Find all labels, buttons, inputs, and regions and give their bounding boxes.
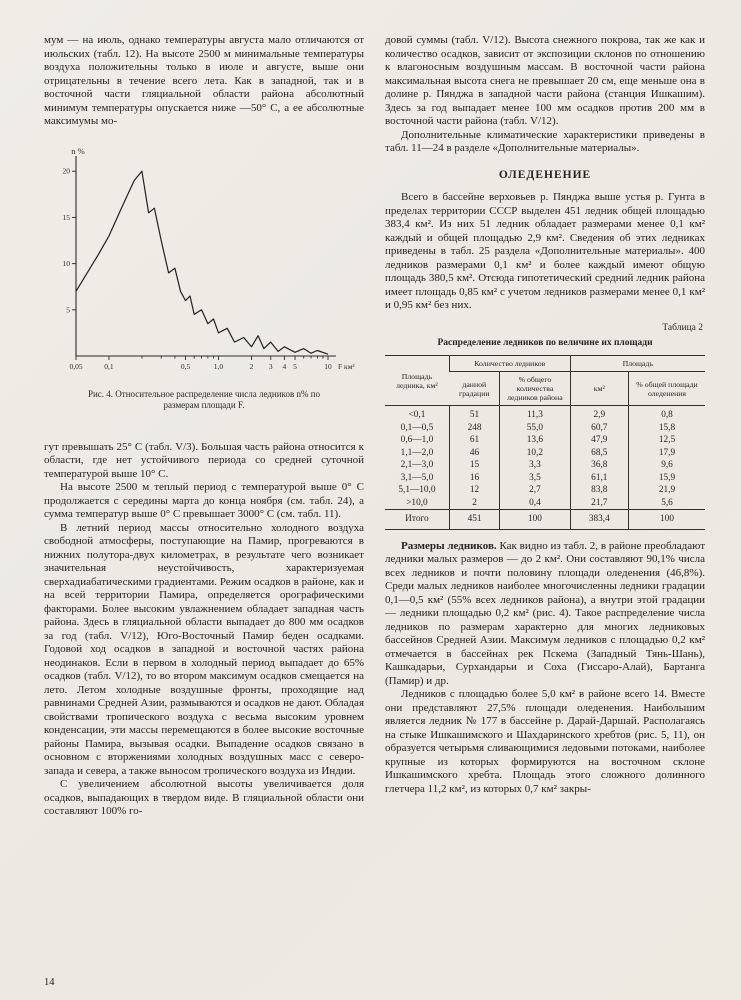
tick-label: 15 [62, 212, 70, 222]
table-cell: 1,1—2,0 [400, 447, 434, 458]
table-cell: 68,5 [570, 447, 628, 460]
table-cell: 100 [629, 510, 706, 530]
table-cell: 5,6 [629, 497, 706, 510]
glacier-table [385, 355, 705, 530]
table-cell: 383,4 [570, 510, 628, 530]
paragraph-warm-period-intro: гут превышать 25° С (табл. V/3). Большая часть района относится к области, где нет устойчивого периода со средней суточной температурой выше 10° С. [44, 440, 364, 480]
table-row [385, 459, 705, 472]
table-label: Таблица 2 [662, 322, 703, 333]
paragraph-temperature-continuation: мум — на июль, однако температуры августа мало отличаются от июльских (табл. 12). На высоте 2500 м минимальные температуры воздуха положительны только в июле и августе, выше они отрицательны в течение всего лета. Как в западной, так и в восточной части гляциальной области района абсолютный минимум температуры опускается ниже —50° С, а ее абсолютные максимумы мо- [44, 34, 364, 127]
tick-label: 10 [62, 258, 70, 268]
tick-label: 3 [268, 361, 273, 371]
glacier-table-body [385, 406, 705, 530]
paragraph-precipitation-regime: В летний период массы относительно холодного воздуха свободной атмосферы, поступающие на Памир, прогреваются в нижних полутора-двух километрах, в результате чего возникает значительная неустойчивость, характеризуемая сверхадиабатическими градиентами. Режим осадков в районе, как и на всей территории Памира, определяется орографическими факторами. Более высоким увлажнением обладает западная часть района. Здесь в гляциальной области выпадает до 800 мм осадков за год (табл. V/12), Юго-Восточный Памир беден осадками. Годовой ход осадков в западной и восточной частях района неодинаков. Если в первом в холодный период выпадает до 65% осадков (табл. V/12), то во втором максимум осадков смещается на лето. Летом холодные воздушные фронты, проходящие над равнинами Средней Азии, размываются и осадков не дают. Обладая свойствами тропического воздуха с весьма высоким уровнем конденсации, эти массы перемещаются в более высокие восточные районы Памира, вызывая осадки. Выпадение осадков связано в основном с вторжениями холодных воздушных масс с северо-запада и севера, а также выносом тропического воздуха из Индии. [44, 521, 364, 777]
table-cell: 21,7 [570, 497, 628, 510]
tick-label: 1,0 [213, 361, 224, 371]
section-heading-glaciation: ОЛЕДЕНЕНИЕ [498, 168, 592, 181]
table-cell: 248 [449, 422, 499, 435]
table-cell: 13,6 [500, 434, 570, 447]
table-cell: 2,1—3,0 [400, 460, 434, 470]
table-cell: 51 [449, 406, 499, 422]
tick-label: 5 [293, 361, 297, 371]
table-row [385, 472, 705, 485]
column-header-area-km2: км² [570, 372, 628, 406]
paragraph-glacier-sizes [385, 540, 705, 689]
table-cell: 3,5 [500, 472, 570, 485]
right-column [385, 34, 705, 819]
tick-label: 0,1 [104, 361, 114, 371]
glacier-table-header [385, 356, 705, 406]
table-row [385, 497, 705, 510]
paragraph-glacier-inventory: Всего в бассейне верховьев р. Пянджа выше устья р. Гунта в пределах территории СССР выделен 451 ледник общей площадью 383,4 км². Из них 51 ледник обладает размерами менее 0,1 км² каждый и общей площадью 2,9 км². Сведения об этих ледниках приведены в табл. 25 раздела «Дополнительные материалы». 400 ледников размерами 0,1 км² и более каждый имеют общую площадь 380,5 км². Отсюда гипотетический средний ледник района имеет площадь 0,85 км² с учетом ледников размерами менее 0,1 км² и 0,95 км² без них. [385, 191, 705, 311]
figure-4 [44, 144, 364, 411]
table-row [385, 447, 705, 460]
column-header-area-class: Площадь ледника, км² [385, 356, 449, 406]
paragraph-lead-bold: Размеры ледников. [401, 539, 497, 552]
table-cell: 12 [449, 484, 499, 497]
table-cell: 15,8 [629, 422, 706, 435]
table-cell: 3,1—5,0 [400, 472, 434, 483]
table-cell: 0,4 [500, 497, 570, 510]
tick-label: 0,5 [180, 361, 191, 371]
table-cell: 5,1—10,0 [398, 485, 436, 495]
table-cell: <0,1 [408, 410, 426, 420]
table-cell: 46 [449, 447, 499, 460]
paragraph-solid-precipitation: С увеличением абсолютной высоты увеличивается доля осадков, выпадающих в твердом виде. В гляциальной области они составляют 100% го- [44, 778, 364, 817]
table-cell: 3,3 [500, 459, 570, 472]
table-cell: 61,1 [570, 472, 628, 485]
table-cell: 0,6—1,0 [400, 435, 434, 445]
table-cell: 2,9 [570, 406, 628, 422]
table-cell: 451 [449, 510, 499, 530]
paragraph-additional-climate: Дополнительные климатические характеристики приведены в табл. 11—24 в разделе «Дополнительные материалы». [385, 128, 705, 154]
table-cell: 17,9 [629, 447, 706, 460]
table-cell: Итого [385, 510, 449, 530]
table-cell: 61 [449, 434, 499, 447]
column-header-area-percent: % общей площади оледенения [629, 372, 706, 406]
table-row [385, 434, 705, 447]
table-cell: 15,9 [629, 472, 706, 485]
table-cell: 9,6 [629, 459, 706, 472]
x-axis-label: F км² [338, 361, 355, 371]
table-cell: 36,8 [570, 459, 628, 472]
tick-label: 5 [66, 304, 70, 314]
table-cell: 11,3 [500, 406, 570, 422]
table-cell: 12,5 [629, 434, 706, 447]
table-cell: >10,0 [406, 497, 428, 508]
table-cell: 2 [449, 497, 499, 510]
y-axis-label: n % [71, 145, 85, 156]
paragraph-lead-rest: Как видно из табл. 2, в районе преобладают ледники малых размеров — до 2 км². Они составляют 90,1% числа всех ледников и почти половину площади оледенения (46,8%). Среди малых ледников наиболее многочисленны ледники градации 0,1—0,5 км² (55% всех ледников района), а внутри этой градации — ледники площадью 0,2 км² (рис. 4). Такое распределение числа ледников по размерам характерно для многих ледниковых бассейнов Средней Азии. Максимум ледников с площадью 0,2 км² отмечается в бассейнах рек Пскема (Западный Тянь-Шань), Кашкадарьи, Сурхандарьи и Соха (Гиссаро-Алай), Бартанга (Памир) и др. [385, 539, 706, 687]
tick-label: 10 [324, 361, 332, 371]
tick-label: 4 [282, 361, 287, 371]
table-row [385, 422, 705, 435]
left-column [44, 34, 364, 819]
table-cell: 55,0 [500, 422, 570, 435]
column-group-area: Площадь [570, 356, 705, 372]
table-row [385, 484, 705, 497]
table-cell: 100 [500, 510, 570, 530]
table-row [385, 406, 705, 422]
table-cell: 10,2 [500, 447, 570, 460]
table-cell: 47,9 [570, 434, 628, 447]
table-cell: 83,8 [570, 484, 628, 497]
table-cell: 60,7 [570, 422, 628, 435]
table-title: Распределение ледников по величине их площади [437, 338, 653, 348]
table-cell: 2,7 [500, 484, 570, 497]
figure-chart [46, 144, 362, 382]
paragraph-snow-cover: довой суммы (табл. V/12). Высота снежного покрова, так же как и количество осадков, зависит от экспозиции склонов по отношению к влагоносным воздушным массам. В восточной части района максимальная высота снега не превышает 20 см, еще меньше она в долине р. Пянджа в западной части района (станция Ишкашим). Здесь за год выпадает менее 100 мм осадков против 200 мм в восточной части района (табл. V/12). [385, 34, 705, 127]
table-cell: 16 [449, 472, 499, 485]
page-number: 14 [44, 977, 55, 988]
figure-caption: Рис. 4. Относительное распределение числа ледников n% по размерам площади F. [87, 388, 321, 410]
tick-label: 20 [62, 166, 70, 176]
tick-label: 2 [249, 361, 254, 371]
table-cell: 15 [449, 459, 499, 472]
table-cell: 0,1—0,5 [400, 422, 434, 433]
table-row [385, 510, 705, 530]
column-header-count-percent: % общего количества ледников района [500, 372, 570, 406]
table-cell: 21,9 [629, 484, 706, 497]
column-group-count: Количество ледников [449, 356, 570, 372]
column-header-count-gradation: данной градации [449, 372, 499, 406]
paragraph-warm-period: На высоте 2500 м теплый период с температурой выше 0° С продолжается с середины марта до конца ноября (см. табл. 24), а сумма температур выше 0° С превышает 3000° С (см. табл. 11). [44, 481, 364, 520]
tick-label: 0,05 [69, 361, 83, 371]
chart-curve [76, 171, 328, 354]
page-columns [44, 34, 705, 819]
paragraph-large-glaciers: Ледников с площадью более 5,0 км² в районе всего 14. Вместе они представляют 27,5% площади оледенения. Наибольшим является ледник № 177 в бассейне р. Дарай-Даршай. Располагаясь на стыке Ишкашимского и Шахдаринского хребтов (рис. 5, 11), он образуется четырьмя сливающимися ледовыми потоками, наиболее крупные из которых формируются на восточном склоне Ишкашимского хребта. Площадь этого сложного долинного глетчера 11,2 км², из которых 0,7 км² закры- [385, 688, 705, 795]
table-cell: 0,8 [629, 406, 706, 422]
